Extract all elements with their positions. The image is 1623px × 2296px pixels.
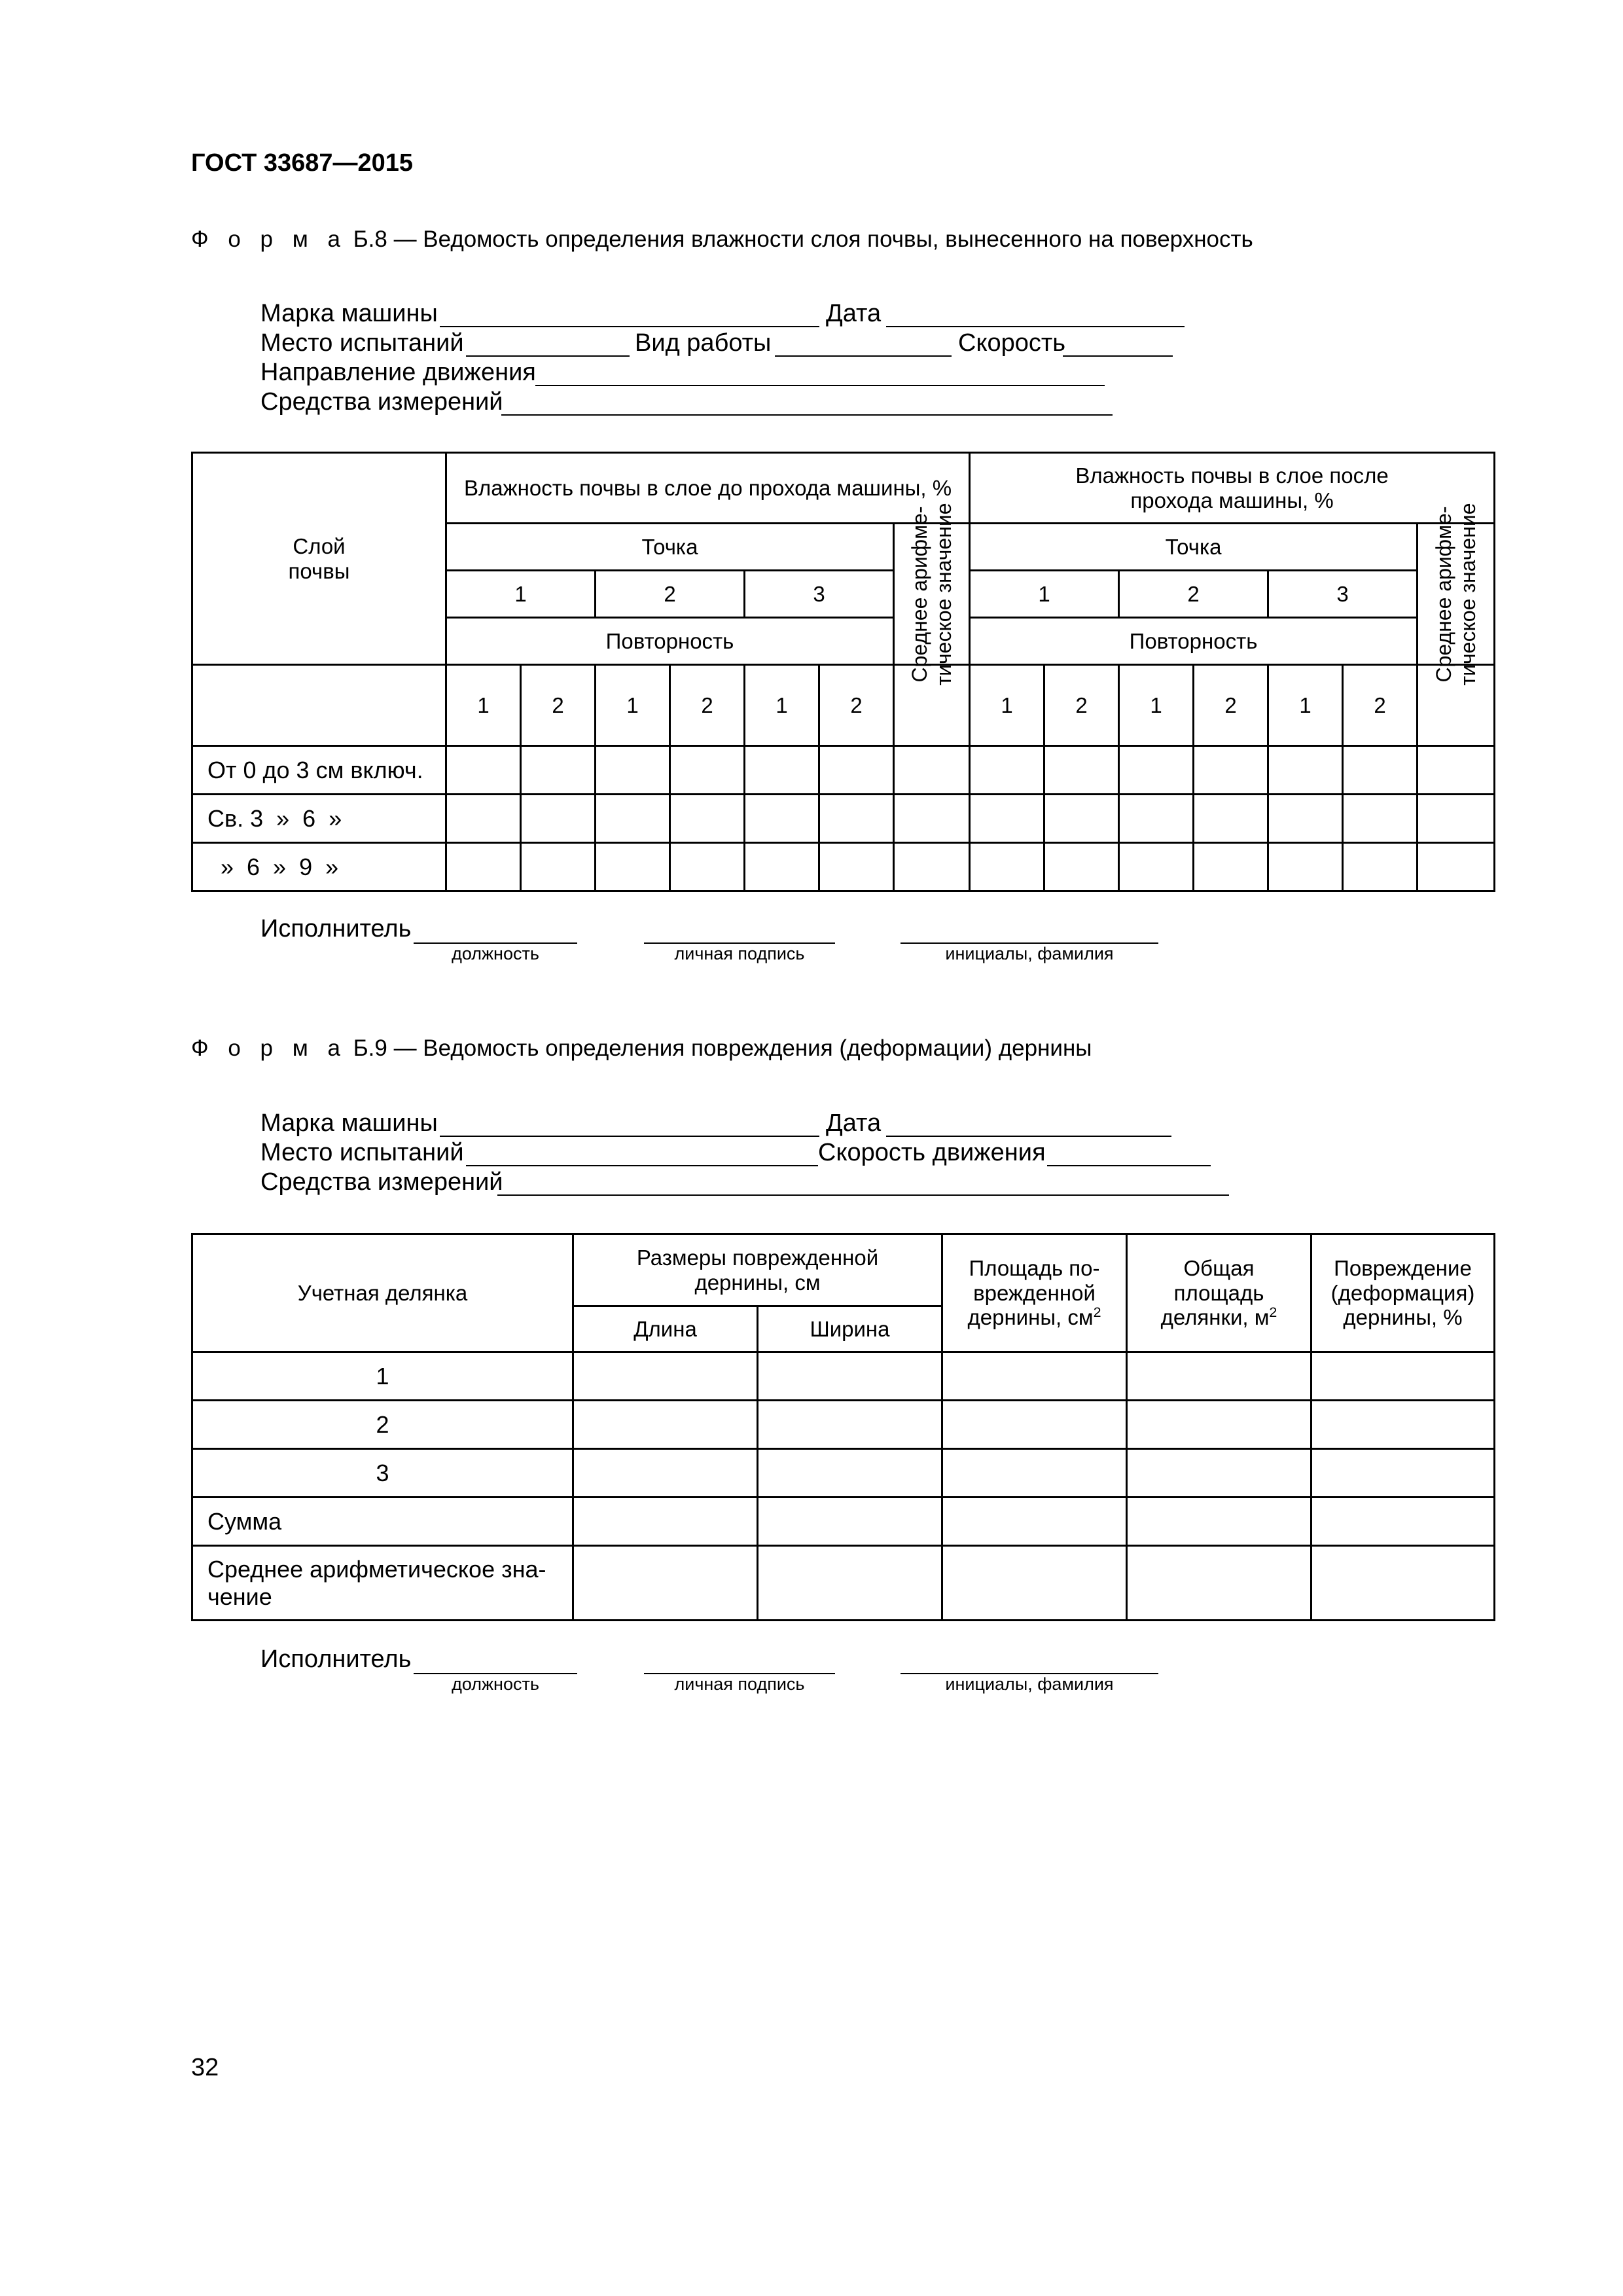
data-cell[interactable] [573, 1449, 758, 1498]
data-cell[interactable] [745, 843, 819, 891]
form8-date-label: Дата [826, 300, 882, 327]
data-cell[interactable] [942, 1498, 1127, 1546]
sizes-header: Размеры поврежденной дернины, см [573, 1234, 942, 1306]
width-header: Ширина [758, 1306, 942, 1352]
data-cell[interactable] [1119, 746, 1194, 795]
data-cell[interactable] [1044, 843, 1119, 891]
data-cell[interactable] [1418, 795, 1495, 843]
area-damaged-header: Площадь по-врежденной дернины, $см^2$ [942, 1234, 1127, 1352]
data-cell[interactable] [446, 843, 521, 891]
data-cell[interactable] [670, 746, 745, 795]
data-cell[interactable] [894, 746, 970, 795]
before-header: Влажность почвы в слое до прохода машины, % [446, 453, 970, 524]
form8-instruments-line[interactable] [501, 414, 1113, 416]
data-cell[interactable] [521, 795, 596, 843]
data-cell[interactable] [1127, 1352, 1311, 1401]
form8-mark-label: Марка машины [260, 300, 438, 327]
before-repeat-2: 2 [670, 665, 745, 746]
data-cell[interactable] [758, 1498, 942, 1546]
layer-header: Слой почвы [192, 453, 446, 665]
table-row [192, 1546, 1495, 1621]
data-cell[interactable] [1268, 746, 1343, 795]
form8-position-caption: должность [452, 944, 539, 963]
after-repeat-2: 2 [1343, 665, 1418, 746]
form8-executor-label: Исполнитель [260, 915, 412, 942]
data-cell[interactable] [521, 746, 596, 795]
form9-date-line[interactable] [886, 1136, 1171, 1137]
after-point-header: Точка [970, 524, 1418, 571]
damage-header: Повреждение (деформация) дернины, % [1311, 1234, 1495, 1352]
area-total-header: Общая площадь делянки, $м^2$ [1127, 1234, 1311, 1352]
data-cell[interactable] [1127, 1449, 1311, 1498]
before-repeat-1: 1 [446, 665, 521, 746]
after-header: Влажность почвы в слое после прохода машины, % [970, 453, 1495, 524]
form9-speed-label: Скорость движения [818, 1139, 1046, 1166]
form8-place-line[interactable] [466, 355, 630, 357]
data-cell[interactable] [1311, 1352, 1495, 1401]
data-cell[interactable] [1044, 746, 1119, 795]
data-cell[interactable] [446, 746, 521, 795]
data-cell[interactable] [758, 1352, 942, 1401]
row-label: Сумма [192, 1498, 573, 1546]
data-cell[interactable] [758, 1401, 942, 1449]
data-cell[interactable] [573, 1401, 758, 1449]
form9-sign-caption: личная подпись [674, 1674, 805, 1694]
table-row [192, 746, 1495, 795]
data-cell[interactable] [819, 746, 894, 795]
data-cell[interactable] [1119, 843, 1194, 891]
form8-date-line[interactable] [886, 326, 1185, 327]
before-repeat-1: 1 [596, 665, 670, 746]
form8-direction-label: Направление движения [260, 359, 536, 386]
form9-position-caption: должность [452, 1674, 539, 1694]
after-repeat-1: 1 [970, 665, 1044, 746]
data-cell[interactable] [942, 1401, 1127, 1449]
after-repeat-1: 1 [1268, 665, 1343, 746]
data-cell[interactable] [970, 843, 1044, 891]
form8-direction-line[interactable] [535, 385, 1105, 386]
form8-name-caption: инициалы, фамилия [945, 944, 1114, 963]
row-label: 3 [192, 1449, 573, 1498]
data-cell[interactable] [1268, 843, 1343, 891]
data-cell[interactable] [1418, 843, 1495, 891]
before-repeat-2: 2 [819, 665, 894, 746]
data-cell[interactable] [596, 795, 670, 843]
form9-speed-line[interactable] [1047, 1165, 1211, 1166]
form9-instruments-label: Средства измерений [260, 1168, 503, 1196]
data-cell[interactable] [970, 746, 1044, 795]
after-point-1: 1 [970, 571, 1119, 618]
after-point-2: 2 [1119, 571, 1268, 618]
table-row [192, 1352, 1495, 1401]
after-repeat-header: Повторность [970, 618, 1418, 665]
form8-instruments-label: Средства измерений [260, 388, 503, 416]
data-cell[interactable] [1127, 1401, 1311, 1449]
form9-mark-line[interactable] [440, 1136, 819, 1137]
form8-sign-caption: личная подпись [674, 944, 805, 963]
table-row [192, 795, 1495, 843]
form8-caption-text: Б.8 — Ведомость определения влажности слоя почвы, вынесенного на поверхность [353, 226, 1253, 252]
data-cell[interactable] [1119, 795, 1194, 843]
form9-instruments-line[interactable] [497, 1194, 1229, 1196]
data-cell[interactable] [596, 843, 670, 891]
data-cell[interactable] [819, 843, 894, 891]
data-cell[interactable] [1311, 1449, 1495, 1498]
data-cell[interactable] [670, 795, 745, 843]
data-cell[interactable] [573, 1546, 758, 1621]
before-repeat-1: 1 [745, 665, 819, 746]
after-repeat-2: 2 [1044, 665, 1119, 746]
data-cell[interactable] [1044, 795, 1119, 843]
data-cell[interactable] [819, 795, 894, 843]
data-cell[interactable] [942, 1546, 1127, 1621]
page-number: 32 [191, 2054, 219, 2081]
data-cell[interactable] [1127, 1498, 1311, 1546]
data-cell[interactable] [1311, 1546, 1495, 1621]
row-label: 2 [192, 1401, 573, 1449]
form8-speed-label: Скорость [958, 329, 1066, 357]
before-point-3: 3 [745, 571, 894, 618]
data-cell[interactable] [942, 1352, 1127, 1401]
data-cell[interactable] [894, 843, 970, 891]
form9-date-label: Дата [826, 1109, 882, 1137]
form8-work-label: Вид работы [635, 329, 772, 357]
table-row [192, 1449, 1495, 1498]
before-repeat-header: Повторность [446, 618, 894, 665]
form9-place-label: Место испытаний [260, 1139, 464, 1166]
form8-speed-line[interactable] [1063, 355, 1173, 357]
data-cell[interactable] [758, 1546, 942, 1621]
data-cell[interactable] [1343, 746, 1418, 795]
data-cell[interactable] [942, 1449, 1127, 1498]
data-cell[interactable] [1343, 843, 1418, 891]
data-cell[interactable] [894, 795, 970, 843]
form9-label: Ф о р м а [191, 1035, 347, 1061]
table-row [192, 1498, 1495, 1546]
data-cell[interactable] [1343, 795, 1418, 843]
data-cell[interactable] [1194, 843, 1268, 891]
superscript: 2 [1093, 1304, 1101, 1321]
table-row [192, 843, 1495, 891]
data-cell[interactable] [745, 795, 819, 843]
data-cell[interactable] [745, 746, 819, 795]
table-row [192, 1401, 1495, 1449]
form9-mark-label: Марка машины [260, 1109, 438, 1137]
row-label: Среднее арифметическое зна-чение [192, 1546, 573, 1621]
data-cell[interactable] [1268, 795, 1343, 843]
form9-name-caption: инициалы, фамилия [945, 1674, 1114, 1694]
data-cell[interactable] [1194, 795, 1268, 843]
data-cell[interactable] [573, 1352, 758, 1401]
form8-mark-line[interactable] [440, 326, 819, 327]
data-cell[interactable] [573, 1498, 758, 1546]
plot-header: Учетная делянка [192, 1234, 573, 1352]
form8-caption [191, 226, 1253, 253]
data-cell[interactable] [758, 1449, 942, 1498]
form9-executor-label: Исполнитель [260, 1645, 412, 1673]
form8-work-line[interactable] [775, 355, 952, 357]
after-repeat-1: 1 [1119, 665, 1194, 746]
data-cell[interactable] [446, 795, 521, 843]
row-label: От 0 до 3 см включ. [192, 746, 446, 795]
form9-caption [191, 1035, 1092, 1062]
length-header: Длина [573, 1306, 758, 1352]
data-cell[interactable] [1311, 1498, 1495, 1546]
data-cell[interactable] [1418, 746, 1495, 795]
data-cell[interactable] [596, 746, 670, 795]
before-point-2: 2 [596, 571, 745, 618]
data-cell[interactable] [521, 843, 596, 891]
after-repeat-2: 2 [1194, 665, 1268, 746]
data-cell[interactable] [1194, 746, 1268, 795]
before-point-header: Точка [446, 524, 894, 571]
form8-place-label: Место испытаний [260, 329, 464, 357]
layer-header-continuation [192, 665, 446, 746]
data-cell[interactable] [1127, 1546, 1311, 1621]
after-mean-header: Среднее арифме-тическое значение [1418, 524, 1495, 665]
row-label: Св. 3 » 6 » [192, 795, 446, 843]
superscript: 2 [1269, 1304, 1277, 1321]
document-header: ГОСТ 33687—2015 [191, 149, 414, 177]
form9-table [191, 1233, 1495, 1621]
after-point-3: 3 [1268, 571, 1418, 618]
data-cell[interactable] [970, 795, 1044, 843]
form9-place-line[interactable] [466, 1165, 818, 1166]
form9-caption-text: Б.9 — Ведомость определения повреждения (деформации) дернины [353, 1035, 1092, 1061]
form8-table [191, 452, 1495, 892]
row-label: » 6 » 9 » [192, 843, 446, 891]
data-cell[interactable] [670, 843, 745, 891]
before-repeat-2: 2 [521, 665, 596, 746]
data-cell[interactable] [1311, 1401, 1495, 1449]
before-mean-header: Среднее арифме-тическое значение [894, 524, 970, 665]
before-point-1: 1 [446, 571, 596, 618]
form8-label: Ф о р м а [191, 226, 347, 252]
row-label: 1 [192, 1352, 573, 1401]
